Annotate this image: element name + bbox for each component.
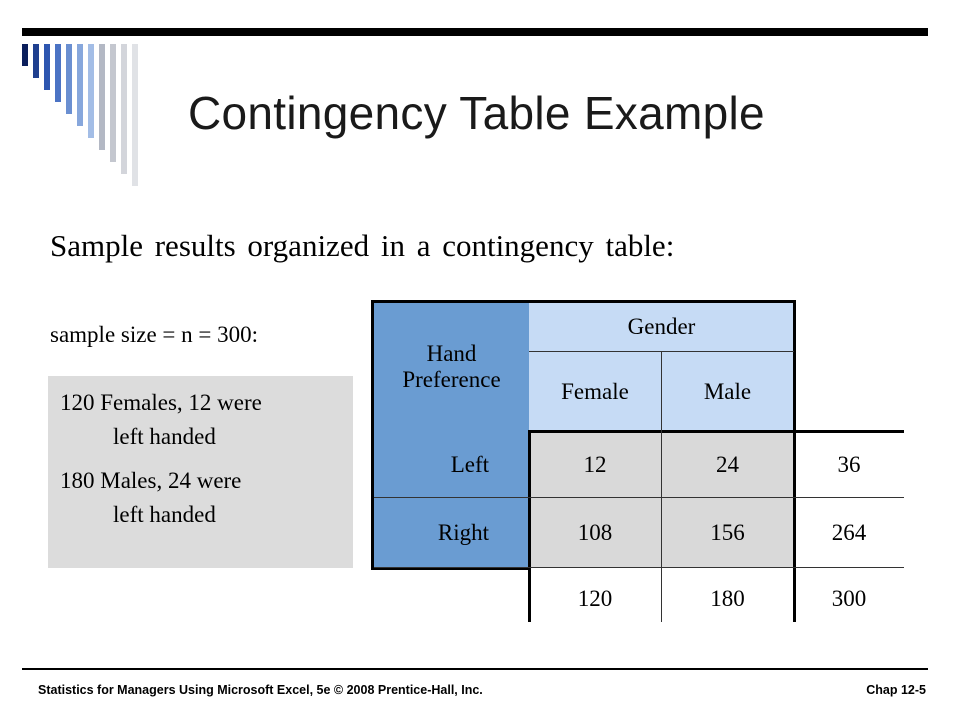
info-box (48, 376, 353, 568)
column-header-male: Male (661, 352, 794, 432)
table-cell: 156 (661, 498, 794, 568)
column-total: 120 (577, 586, 613, 611)
table-border (528, 430, 531, 622)
subtitle: Sample results organized in a contingency table: (50, 228, 675, 263)
deco-bar (77, 44, 83, 126)
table-gridline (374, 567, 904, 568)
footer-rule (22, 668, 928, 670)
table-border (793, 300, 796, 622)
column-group-header: Gender (529, 302, 794, 352)
deco-bar (132, 44, 138, 186)
footer-citation: Statistics for Managers Using Microsoft Excel, 5e © 2008 Prentice-Hall, Inc. (38, 683, 483, 697)
table-cell: 24 (661, 432, 794, 498)
row-label-right: Right (374, 498, 529, 568)
deco-bar (88, 44, 94, 138)
table-gridline (374, 497, 904, 498)
row-header-title-line: Preference (402, 367, 501, 392)
top-rule (22, 28, 928, 36)
row-label-left: Left (374, 432, 529, 498)
deco-bar (121, 44, 127, 174)
grand-total: 300 (831, 586, 867, 611)
deco-bar (66, 44, 72, 114)
info-line: 180 Males, 24 were (60, 468, 242, 493)
deco-bar (33, 44, 39, 78)
deco-bar (99, 44, 105, 150)
row-total: 36 (837, 452, 861, 477)
deco-bar (55, 44, 61, 102)
column-total: 180 (710, 586, 745, 611)
deco-bar (110, 44, 116, 162)
column-header-female: Female (529, 352, 661, 432)
info-line: 120 Females, 12 were (60, 390, 262, 415)
row-header-title-line: Hand (426, 341, 477, 366)
row-total: 264 (831, 520, 867, 545)
table-border (371, 300, 796, 303)
info-line: left handed (113, 502, 216, 527)
deco-bar (44, 44, 50, 90)
row-header-title (374, 302, 529, 432)
slide-title: Contingency Table Example (188, 87, 765, 139)
table-border (371, 300, 374, 570)
table-gridline (661, 352, 662, 432)
table-cell: 12 (529, 432, 661, 498)
table-border (528, 430, 904, 433)
info-line: left handed (113, 424, 216, 449)
footer-page-label: Chap 12-5 (866, 683, 926, 697)
sample-size-label: sample size = n = 300: (50, 322, 258, 347)
deco-bar (22, 44, 28, 66)
table-cell: 108 (529, 498, 661, 568)
table-gridline (661, 432, 662, 622)
